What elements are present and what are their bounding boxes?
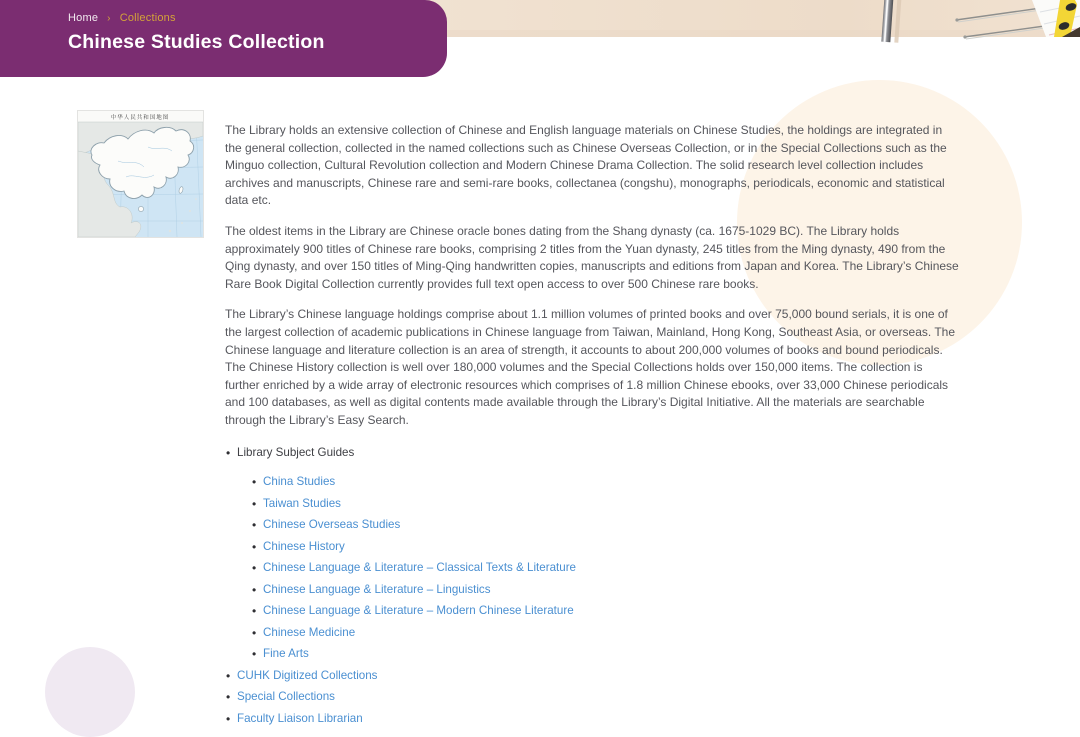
breadcrumb-collections-link[interactable]: Collections	[119, 12, 176, 24]
link-special-collections[interactable]: Special Collections	[237, 690, 335, 703]
subject-guides-label: Library Subject Guides	[237, 445, 355, 459]
link-cll-modern-literature[interactable]: Chinese Language & Literature – Modern Chinese Literature	[263, 604, 574, 617]
link-fine-arts[interactable]: Fine Arts	[263, 647, 309, 660]
list-item	[251, 519, 960, 532]
link-cll-classical-texts[interactable]: Chinese Language & Literature – Classical Texts & Literature	[263, 561, 576, 574]
link-taiwan-studies[interactable]: Taiwan Studies	[263, 496, 341, 510]
china-map-image	[78, 111, 203, 237]
list-item	[251, 605, 960, 618]
link-chinese-medicine[interactable]: Chinese Medicine	[263, 625, 356, 639]
link-china-studies[interactable]: China Studies	[263, 475, 336, 488]
intro-paragraph-2: The oldest items in the Library are Chinese oracle bones dating from the Shang dynasty (ca. 1675-1029 BC). The Library holds approximately 900 titles of Chinese rare books, comprising 2 titles from the Yuan dynasty, 245 titles from the Ming dynasty, 490 from the Qing dynasty, and over 150 titles of Ming-Qing handwritten copies, manuscripts and editions from Japan and Korea. The Library’s Chinese Rare Book Digital Collection currently provides full text open access to over 500 Chinese rare books.	[225, 223, 959, 291]
chevron-right-icon: ›	[107, 12, 111, 24]
list-item	[225, 691, 960, 704]
link-faculty-liaison-librarian[interactable]: Faculty Liaison Librarian	[237, 711, 363, 725]
link-chinese-overseas-studies[interactable]: Chinese Overseas Studies	[263, 518, 401, 531]
breadcrumb-home-link[interactable]: Home	[68, 12, 99, 24]
subject-guides-sublist	[251, 476, 960, 661]
list-item	[251, 562, 960, 575]
article-text	[225, 110, 960, 725]
list-item	[251, 627, 960, 640]
list-item	[251, 584, 960, 597]
list-item	[225, 713, 960, 726]
list-item	[225, 670, 960, 683]
page-header-banner	[0, 0, 447, 77]
link-cuhk-digitized-collections[interactable]: CUHK Digitized Collections	[237, 668, 378, 682]
china-map-graphic	[78, 111, 203, 237]
main-content	[78, 110, 1080, 734]
list-item	[251, 648, 960, 661]
list-item	[251, 541, 960, 554]
link-chinese-history[interactable]: Chinese History	[263, 539, 345, 553]
breadcrumb	[68, 12, 447, 24]
link-cll-linguistics[interactable]: Chinese Language & Literature – Linguistics	[263, 582, 491, 596]
intro-paragraph-1: The Library holds an extensive collection of Chinese and English language materials on Chinese Studies, the holdings are integrated in the general collection, collected in the named collections such as Chinese Overseas Collection, or in the Special Collections such as the Minguo collection, Cultural Revolution collection and Modern Chinese Drama Collection. The solid research level collection includes archives and manuscripts, Chinese rare and semi-rare books, collectanea (congshu), monographs, periodicals, economic and statistical data etc.	[225, 123, 947, 208]
map-caption: 中华人民共和国地图	[110, 115, 170, 121]
page-title: Chinese Studies Collection	[68, 31, 325, 53]
list-item	[251, 498, 960, 511]
collections-list	[225, 447, 960, 726]
intro-paragraph-3: The Library’s Chinese language holdings comprise about 1.1 million volumes of printed books and over 75,000 bound serials, it is one of the largest collection of academic publications in Chinese language from Taiwan, Mainland, Hong Kong, Southeast Asia, or overseas. The Chinese language and literature collection is an area of strength, it accounts to about 200,000 volumes of books and bound periodicals. The Chinese History collection is well over 180,000 volumes and the Special Collections holds over 150,000 items. The collection is further enriched by a wide array of electronic resources which comprises of 1.8 million Chinese ebooks, over 33,000 Chinese periodicals and 100 databases, as well as digital contents made available through the Library’s Digital Initiative. All the materials are searchable through the Library’s Easy Search.	[225, 307, 955, 427]
list-item	[251, 476, 960, 489]
list-item-subject-guides	[225, 447, 960, 661]
